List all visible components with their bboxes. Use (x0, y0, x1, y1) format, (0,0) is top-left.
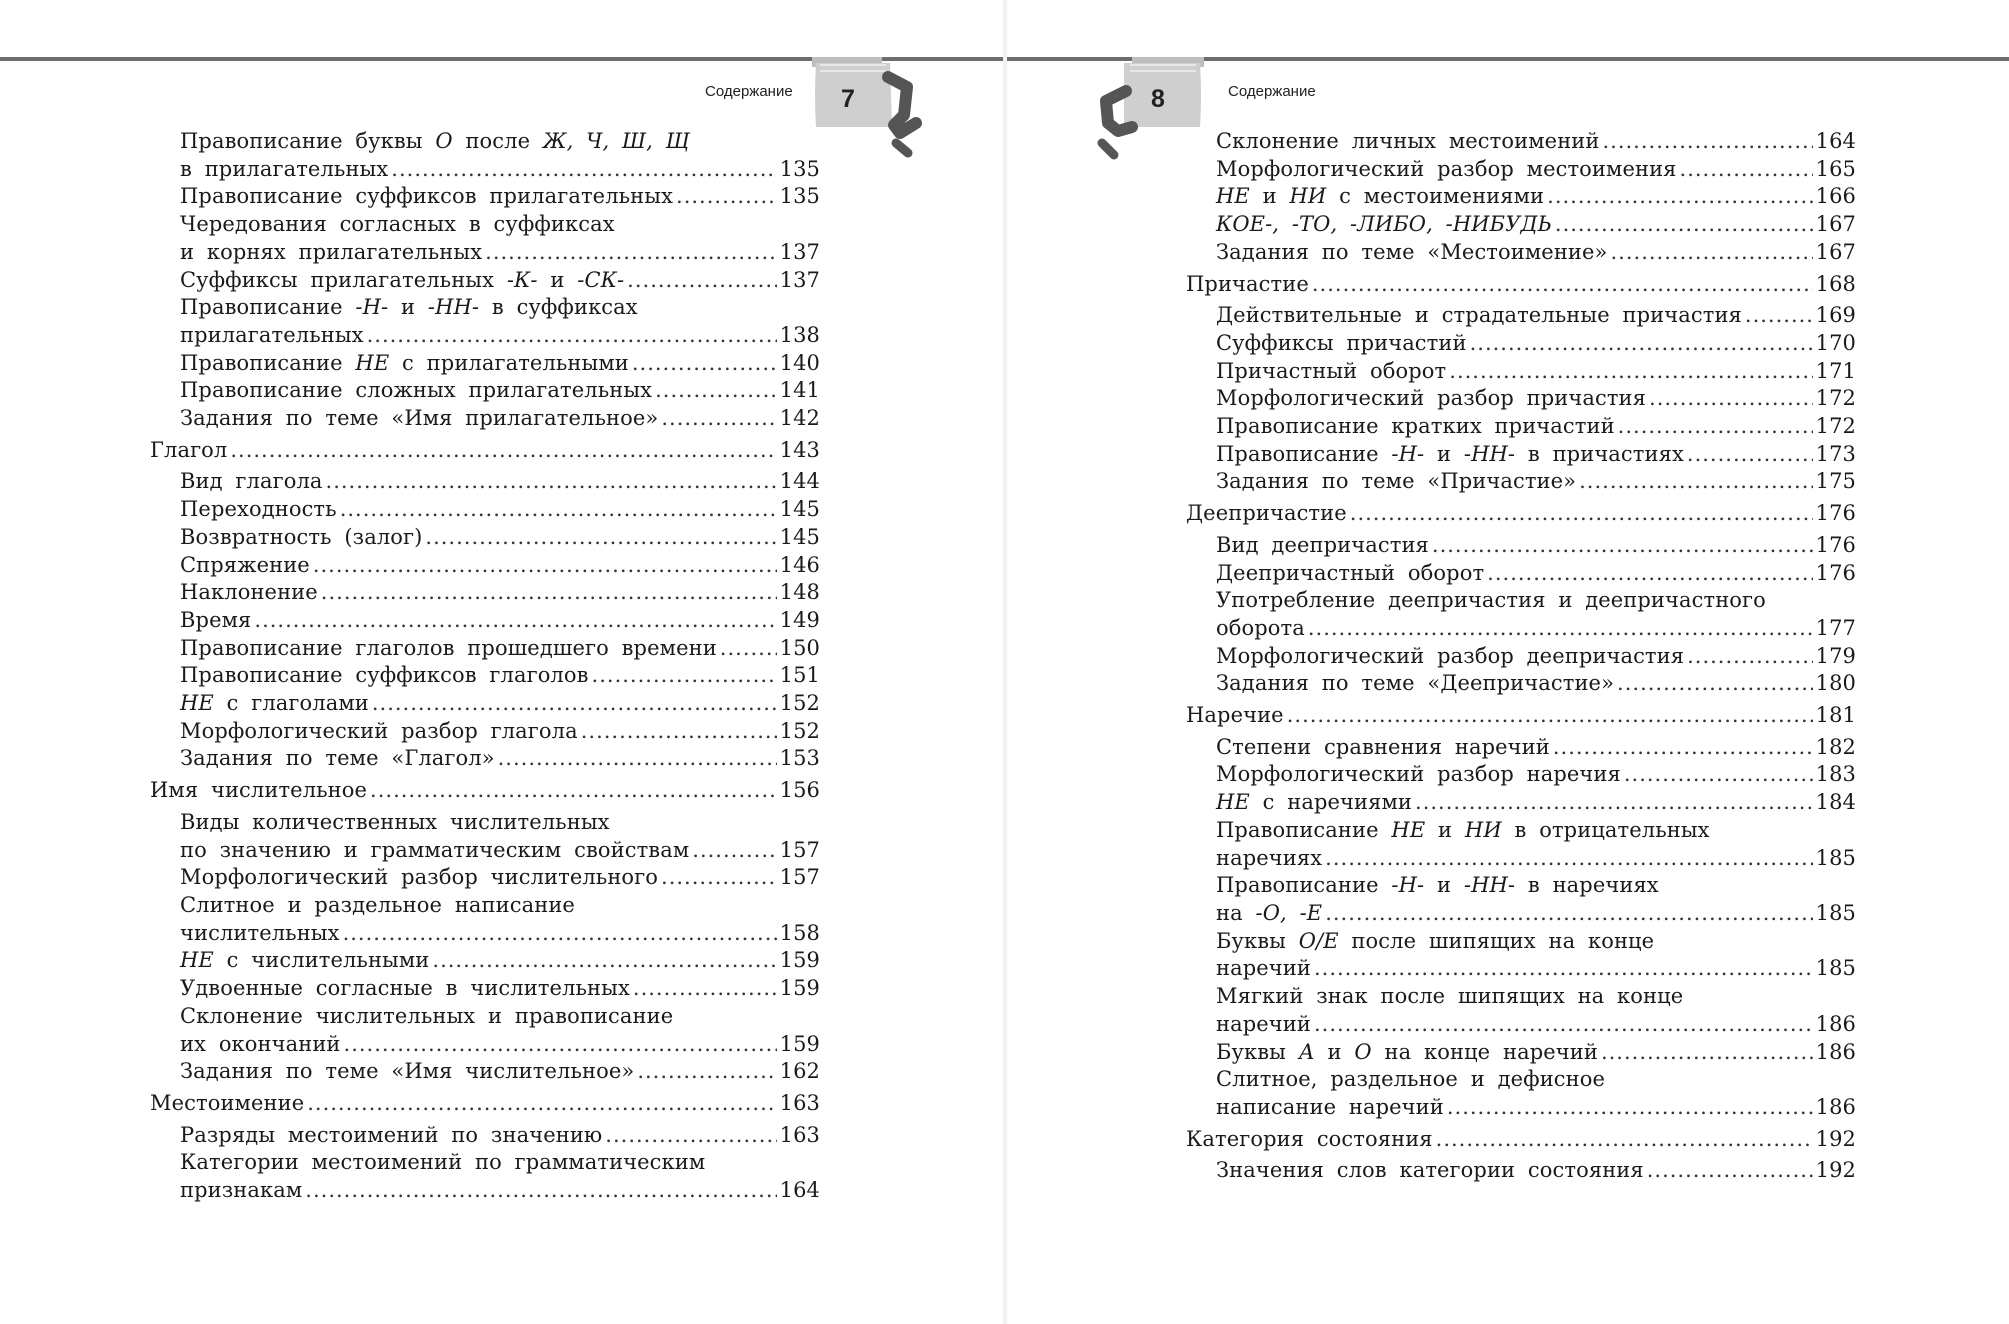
toc-left (150, 128, 820, 1205)
toc-entry (150, 579, 820, 607)
toc-entry-title: Удвоенные согласные в числительных (180, 976, 630, 1001)
dot-leader (1618, 413, 1813, 441)
toc-entry (1186, 1066, 1856, 1121)
dot-leader (326, 468, 777, 496)
toc-entry-title: Разряды местоимений по значению (180, 1122, 603, 1147)
dot-leader (1447, 1094, 1813, 1122)
toc-page-number: 164 (779, 1178, 820, 1203)
running-head-left: Содержание (705, 83, 793, 100)
toc-entry-title-line: Чередования согласных в суффиксах (180, 212, 615, 237)
toc-entry-title: Суффиксы прилагательных -К- и -СК- (180, 267, 625, 292)
dot-leader (1449, 358, 1812, 386)
toc-entry-title: Склонение личных местоимений (1216, 129, 1600, 153)
toc-page-number: 177 (1815, 615, 1856, 640)
dot-leader (343, 920, 777, 948)
toc-page-number: 159 (779, 948, 820, 973)
dot-leader (1415, 789, 1813, 817)
toc-entry-title: Морфологический разбор глагола (180, 718, 578, 743)
toc-page-number: 171 (1815, 358, 1856, 383)
toc-page-number: 176 (1815, 501, 1856, 526)
toc-entry-title: Суффиксы причастий (1216, 330, 1467, 355)
toc-entry-title: Правописание кратких причастий (1216, 414, 1615, 439)
toc-page-number: 148 (779, 580, 820, 605)
toc-page-number: 182 (1815, 734, 1856, 759)
dot-leader (720, 635, 777, 663)
toc-page-number: 186 (1815, 1039, 1856, 1064)
toc-page-number: 169 (1815, 303, 1856, 328)
toc-entry-title: Время (180, 607, 252, 632)
dot-leader (1287, 702, 1813, 730)
dot-leader (391, 156, 776, 184)
dot-leader (1436, 1126, 1813, 1154)
toc-entry (1186, 330, 1856, 358)
dot-leader (1312, 271, 1813, 299)
toc-entry-title: НЕ и НИ с местоимениями (1216, 184, 1545, 209)
toc-page-number: 176 (1815, 560, 1856, 585)
dot-leader (321, 579, 777, 607)
toc-entry (150, 128, 820, 183)
toc-entry (1186, 239, 1856, 267)
toc-page-number: 183 (1815, 762, 1856, 787)
dot-leader (627, 267, 776, 295)
toc-section (1186, 702, 1856, 730)
dot-leader (1470, 330, 1813, 358)
toc-entry-title: на -О, -Е (1216, 900, 1323, 925)
toc-entry (150, 745, 820, 773)
toc-page-number: 152 (779, 718, 820, 743)
dot-leader (1602, 128, 1812, 156)
toc-page-number: 184 (1815, 790, 1856, 815)
toc-entry (1186, 734, 1856, 762)
dot-leader (655, 377, 777, 405)
toc-entry (150, 892, 820, 947)
dot-leader (1553, 734, 1813, 762)
toc-entry (1186, 532, 1856, 560)
toc-entry-title: Морфологический разбор деепричастия (1216, 643, 1685, 668)
dot-leader (1579, 468, 1812, 496)
toc-entry-title-line: Категории местоимений по грамматическим (180, 1150, 706, 1175)
toc-entry-title: наречиях (1216, 845, 1323, 870)
toc-entry (150, 468, 820, 496)
toc-page-number: 166 (1815, 184, 1856, 209)
toc-entry-title: Местоимение (150, 1090, 305, 1115)
toc-entry (1186, 1039, 1856, 1067)
toc-page-number: 167 (1815, 239, 1856, 264)
toc-entry (1186, 560, 1856, 588)
toc-entry-title: Правописание суффиксов прилагательных (180, 184, 674, 209)
toc-page-number: 137 (779, 239, 820, 264)
toc-entry (150, 635, 820, 663)
toc-entry (150, 211, 820, 266)
toc-entry (150, 377, 820, 405)
toc-entry (1186, 643, 1856, 671)
toc-entry-title: Действительные и страдательные причастия (1216, 303, 1742, 328)
toc-page-number: 159 (779, 976, 820, 1001)
toc-entry (1186, 872, 1856, 927)
toc-entry-title: Задания по теме «Глагол» (180, 746, 495, 771)
toc-entry (150, 690, 820, 718)
dot-leader (676, 183, 777, 211)
toc-entry (1186, 211, 1856, 239)
toc-page-number: 157 (779, 837, 820, 862)
dot-leader (1647, 1157, 1813, 1185)
toc-page-number: 156 (779, 778, 820, 803)
toc-page-number: 142 (779, 406, 820, 431)
dot-leader (313, 552, 777, 580)
dot-leader (581, 718, 777, 746)
toc-entry-title: Правописание -Н- и -НН- в причастиях (1216, 441, 1684, 466)
running-head-right: Содержание (1228, 83, 1316, 100)
toc-entry (150, 662, 820, 690)
toc-entry-title: оборота (1216, 615, 1305, 640)
toc-entry-title-line: Слитное и раздельное написание (180, 892, 575, 917)
toc-entry (150, 1149, 820, 1204)
toc-entry-title: Правописание глаголов прошедшего времени (180, 635, 717, 660)
toc-page-number: 163 (779, 1090, 820, 1115)
toc-entry-title: по значению и грамматическим свойствам (180, 837, 690, 862)
toc-entry (150, 294, 820, 349)
toc-entry-title: Правописание суффиксов глаголов (180, 663, 589, 688)
toc-entry (150, 607, 820, 635)
toc-entry-title: Морфологический разбор причастия (1216, 386, 1647, 411)
dot-leader (1617, 670, 1813, 698)
dot-leader (1649, 385, 1813, 413)
toc-page-number: 172 (1815, 414, 1856, 439)
toc-page-number: 167 (1815, 212, 1856, 237)
toc-entry-title: наречий (1216, 956, 1311, 981)
toc-entry-title: Глагол (150, 437, 228, 462)
toc-entry-title: Причастный оборот (1216, 358, 1447, 383)
toc-page-number: 180 (1815, 671, 1856, 696)
toc-entry (150, 496, 820, 524)
toc-entry-title: НЕ с числительными (180, 948, 430, 973)
dot-leader (485, 239, 776, 267)
dot-leader (1745, 302, 1813, 330)
toc-page-number: 185 (1815, 900, 1856, 925)
toc-entry (1186, 441, 1856, 469)
toc-page-number: 164 (1815, 129, 1856, 153)
dot-leader (254, 607, 776, 635)
toc-entry-title: Задания по теме «Причастие» (1216, 469, 1577, 494)
toc-entry (1186, 670, 1856, 698)
dot-leader (1314, 955, 1813, 983)
toc-entry (150, 864, 820, 892)
toc-entry-title-line: Употребление деепричастия и деепричастного (1216, 588, 1766, 613)
toc-section (1186, 1126, 1856, 1154)
toc-entry (150, 350, 820, 378)
toc-entry-title: Деепричастие (1186, 501, 1347, 526)
dot-leader (637, 1058, 776, 1086)
dot-leader (1547, 183, 1812, 211)
dot-leader (592, 662, 777, 690)
toc-entry (1186, 156, 1856, 184)
toc-page-number: 173 (1815, 441, 1856, 466)
dot-leader (1601, 1039, 1813, 1067)
toc-page-number: 192 (1815, 1158, 1856, 1183)
toc-page-number: 175 (1815, 469, 1856, 494)
toc-entry (150, 183, 820, 211)
dot-leader (1325, 900, 1812, 928)
toc-entry-title-line: Слитное, раздельное и дефисное (1216, 1067, 1606, 1092)
toc-page-number: 158 (779, 920, 820, 945)
toc-entry-title: Правописание НЕ с прилагательными (180, 350, 629, 375)
toc-page-number: 138 (779, 322, 820, 347)
toc-entry-title: Возвратность (залог) (180, 524, 423, 549)
toc-section (150, 1090, 820, 1118)
toc-entry (150, 1003, 820, 1058)
toc-entry-title: Морфологический разбор числительного (180, 865, 659, 890)
toc-entry (1186, 817, 1856, 872)
toc-entry (1186, 413, 1856, 441)
toc-page-number: 151 (779, 663, 820, 688)
toc-entry-title: признакам (180, 1178, 303, 1203)
toc-entry-title-line: Правописание -Н- и -НН- в суффиксах (180, 295, 638, 320)
toc-page-number: 162 (779, 1059, 820, 1084)
toc-entry-title-line: Мягкий знак после шипящих на конце (1216, 984, 1684, 1009)
toc-entry-title: Задания по теме «Имя числительное» (180, 1059, 635, 1084)
toc-page-number: 137 (779, 267, 820, 292)
toc-entry-title: Причастие (1186, 271, 1309, 296)
dot-leader (370, 777, 777, 805)
toc-page-number: 186 (1815, 1011, 1856, 1036)
dot-leader (340, 496, 777, 524)
toc-page-number: 143 (779, 437, 820, 462)
dot-leader (661, 864, 777, 892)
toc-page-number: 165 (1815, 156, 1856, 181)
toc-entry-title: наречий (1216, 1011, 1311, 1036)
dot-leader (1308, 615, 1813, 643)
toc-section (150, 777, 820, 805)
dot-leader (305, 1177, 776, 1205)
dot-leader (425, 524, 776, 552)
toc-entry-title: числительных (180, 920, 340, 945)
toc-entry-title: НЕ с наречиями (1216, 790, 1413, 815)
toc-entry (1186, 928, 1856, 983)
toc-page-number: 185 (1815, 956, 1856, 981)
toc-page-number: 144 (779, 469, 820, 494)
dot-leader (1624, 761, 1813, 789)
toc-entry-title: Наречие (1186, 703, 1284, 728)
toc-entry (1186, 587, 1856, 642)
dot-leader (372, 690, 777, 718)
toc-section (150, 437, 820, 465)
toc-entry (150, 975, 820, 1003)
toc-page-number: 140 (779, 350, 820, 375)
toc-entry-title: Вид глагола (180, 469, 323, 494)
dot-leader (605, 1122, 776, 1150)
toc-page-number: 172 (1815, 386, 1856, 411)
toc-entry (1186, 385, 1856, 413)
toc-entry-title: Спряжение (180, 552, 310, 577)
toc-page-number: 135 (779, 156, 820, 181)
dot-leader (661, 405, 776, 433)
toc-entry (1186, 358, 1856, 386)
toc-page-number: 176 (1815, 532, 1856, 557)
dot-leader (344, 1031, 777, 1059)
page-gutter (1003, 0, 1007, 1324)
toc-entry-title-line: Буквы О/Е после шипящих на конце (1216, 928, 1655, 953)
toc-page-number: 186 (1815, 1094, 1856, 1119)
dot-leader (1325, 845, 1812, 873)
toc-entry (150, 524, 820, 552)
toc-entry (1186, 302, 1856, 330)
toc-right (1186, 128, 1856, 1185)
toc-entry-title: Категория состояния (1186, 1126, 1433, 1151)
toc-entry-title: КОЕ-, -ТО, -ЛИБО, -НИБУДЬ (1216, 212, 1552, 237)
toc-entry (150, 947, 820, 975)
toc-entry-title: написание наречий (1216, 1094, 1444, 1119)
toc-entry (150, 1122, 820, 1150)
toc-page-number: 145 (779, 524, 820, 549)
toc-entry (1186, 983, 1856, 1038)
dot-leader (1680, 156, 1813, 184)
toc-entry-title: Морфологический разбор местоимения (1216, 156, 1677, 181)
toc-entry-title: Наклонение (180, 580, 318, 605)
toc-entry (1186, 468, 1856, 496)
toc-entry (150, 267, 820, 295)
toc-entry (150, 552, 820, 580)
toc-page-number: 168 (1815, 271, 1856, 296)
toc-entry (150, 718, 820, 746)
toc-entry-title: Переходность (180, 497, 337, 522)
dot-leader (1687, 441, 1813, 469)
toc-entry (1186, 183, 1856, 211)
toc-entry-title: Степени сравнения наречий (1216, 734, 1550, 759)
page-number-right: 8 (1151, 85, 1165, 113)
dot-leader (432, 947, 776, 975)
dot-leader (632, 350, 777, 378)
dot-leader (1611, 239, 1813, 267)
toc-entry-title: Правописание сложных прилагательных (180, 378, 653, 403)
toc-entry (150, 1058, 820, 1086)
dot-leader (1555, 211, 1813, 239)
toc-entry (1186, 128, 1856, 156)
toc-page-number: 150 (779, 635, 820, 660)
toc-entry-title-line: Правописание буквы О после Ж, Ч, Ш, Щ (180, 129, 690, 153)
toc-page-number: 157 (779, 865, 820, 890)
dot-leader (1314, 1011, 1813, 1039)
toc-entry (1186, 761, 1856, 789)
toc-page-number: 159 (779, 1031, 820, 1056)
dot-leader (692, 837, 776, 865)
toc-entry-title: Буквы А и О на конце наречий (1216, 1039, 1598, 1064)
toc-entry (1186, 1157, 1856, 1185)
dot-leader (1687, 643, 1813, 671)
toc-page-number: 135 (779, 184, 820, 209)
dot-leader (1487, 560, 1812, 588)
toc-entry-title: и корнях прилагательных (180, 239, 483, 264)
toc-page-number: 146 (779, 552, 820, 577)
toc-page-number: 153 (779, 746, 820, 771)
toc-page-number: 181 (1815, 703, 1856, 728)
dot-leader (1432, 532, 1813, 560)
toc-page-number: 185 (1815, 845, 1856, 870)
toc-entry-title: Имя числительное (150, 778, 368, 803)
toc-entry-title-line: Правописание -Н- и -НН- в наречиях (1216, 873, 1659, 898)
toc-page-number: 163 (779, 1122, 820, 1147)
toc-entry-title: Задания по теме «Деепричастие» (1216, 671, 1615, 696)
dot-leader (498, 745, 777, 773)
toc-page-number: 152 (779, 691, 820, 716)
page-number-left: 7 (841, 85, 855, 113)
dot-leader (1350, 500, 1813, 528)
toc-page-number: 170 (1815, 330, 1856, 355)
dot-leader (633, 975, 777, 1003)
toc-entry-title: Задания по теме «Местоимение» (1216, 239, 1608, 264)
toc-entry-title-line: Виды количественных числительных (180, 809, 610, 834)
toc-entry-title: прилагательных (180, 322, 364, 347)
toc-entry-title-line: Правописание НЕ и НИ в отрицательных (1216, 817, 1710, 842)
toc-entry (150, 809, 820, 864)
toc-entry-title: Морфологический разбор наречия (1216, 762, 1621, 787)
toc-entry-title: в прилагательных (180, 156, 389, 181)
toc-entry-title: Задания по теме «Имя прилагательное» (180, 406, 659, 431)
toc-entry (1186, 789, 1856, 817)
dot-leader (230, 437, 776, 465)
toc-page-number: 141 (779, 378, 820, 403)
toc-entry-title: Значения слов категории состояния (1216, 1158, 1644, 1183)
toc-page-number: 179 (1815, 643, 1856, 668)
toc-entry-title: их окончаний (180, 1031, 341, 1056)
toc-entry (150, 405, 820, 433)
toc-section (1186, 500, 1856, 528)
page-tab-left (812, 57, 922, 161)
toc-entry-title: Деепричастный оборот (1216, 560, 1485, 585)
toc-entry-title: НЕ с глаголами (180, 691, 369, 716)
toc-entry-title-line: Склонение числительных и правописание (180, 1003, 674, 1028)
toc-section (1186, 271, 1856, 299)
toc-page-number: 149 (779, 607, 820, 632)
toc-page-number: 192 (1815, 1126, 1856, 1151)
toc-entry-title: Вид деепричастия (1216, 532, 1429, 557)
dot-leader (307, 1090, 776, 1118)
toc-page-number: 145 (779, 497, 820, 522)
dot-leader (367, 322, 777, 350)
